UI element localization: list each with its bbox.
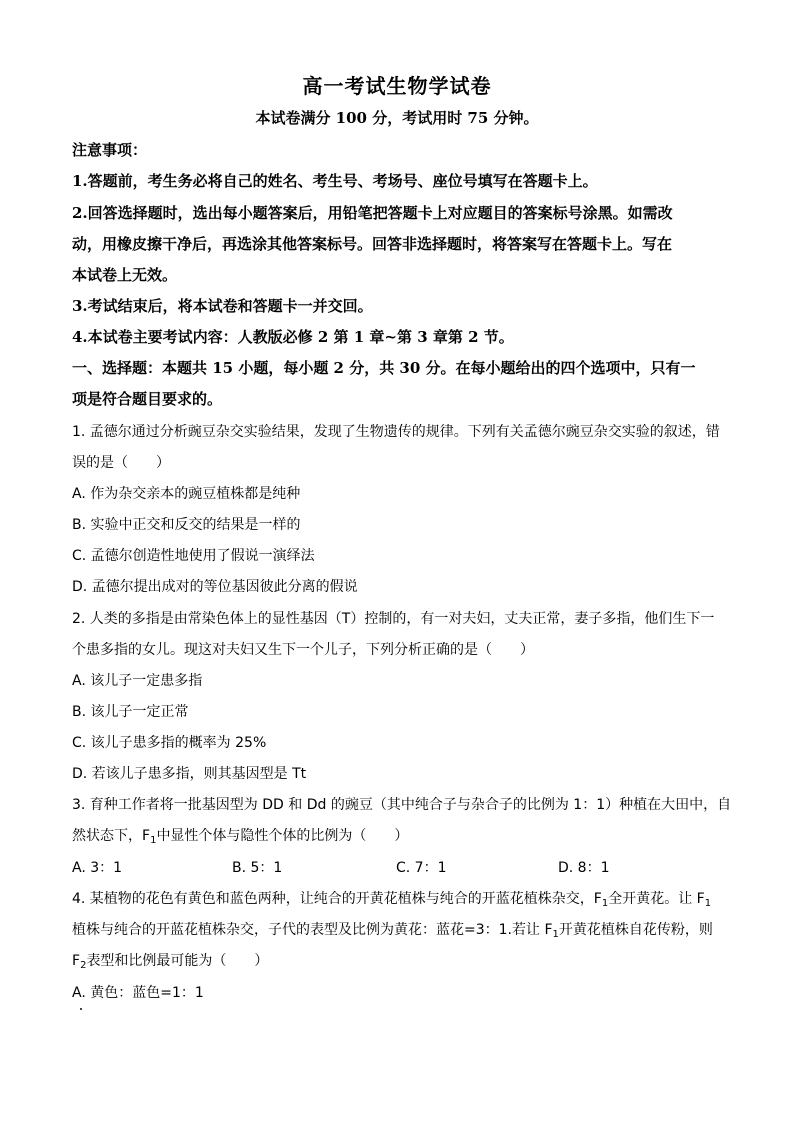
- q4-stem-line-2: 植株与纯合的开蓝花植株杂交，子代的表型及比例为黄花：蓝花=3：1.若让 $F_1$开黄花植株自花传粉，则: [72, 922, 713, 940]
- note-2-line-2: 动，用橡皮擦干净后，再选涂其他答案标号。回答非选择题时，将答案写在答题卡上。写在: [72, 235, 673, 253]
- q4-stem-line-1: 4. 某植物的花色有黄色和蓝色两种，让纯合的开黄花植株与纯合的开蓝花植株杂交，$F_1$全开黄花。让 $F_1$: [72, 891, 712, 909]
- q2-stem-line-2: 个患多指的女儿。现这对夫妇又生下一个儿子，下列分析正确的是（ ）: [72, 642, 534, 658]
- q2-option-a: A. 该儿子一定患多指: [72, 673, 203, 689]
- note-3: 3.考试结束后，将本试卷和答题卡一并交回。: [72, 297, 373, 315]
- note-4: 4.本试卷主要考试内容：人教版必修 2 第 1 章~第 3 章第 2 节。: [72, 328, 514, 346]
- q1-option-b: B. 实验中正交和反交的结果是一样的: [72, 517, 301, 533]
- q4-option-a: A. 黄色：蓝色=1：1: [72, 985, 204, 1001]
- q1-option-d: D. 孟德尔提出成对的等位基因彼此分离的假说: [72, 579, 358, 595]
- note-1: 1.答题前，考生务必将自己的姓名、考生号、考场号、座位号填写在答题卡上。: [72, 172, 598, 190]
- stray-mark: [80, 1008, 82, 1010]
- section-heading-line-1: 一、选择题：本题共 15 小题，每小题 2 分，共 30 分。在每小题给出的四个选项中，只有一: [72, 359, 696, 377]
- page-title: 高一考试生物学试卷: [302, 74, 492, 98]
- q1-option-a: A. 作为杂交亲本的豌豆植株都是纯种: [72, 486, 301, 502]
- q1-option-c: C. 孟德尔创造性地使用了假说一演绎法: [72, 548, 315, 564]
- q2-option-d: D. 若该儿子患多指，则其基因型是 Tt: [72, 766, 307, 782]
- q3-option-a: A. 3：1: [72, 860, 123, 876]
- q3-option-b: B. 5：1: [232, 860, 283, 876]
- q2-option-b: B. 该儿子一定正常: [72, 704, 189, 720]
- q3-stem-line-1: 3. 育种工作者将一批基因型为 DD 和 Dd 的豌豆（其中纯合子与杂合子的比例为 1：1）种植在大田中，自: [72, 797, 732, 813]
- q2-option-c: C. 该儿子患多指的概率为 25%: [72, 735, 267, 751]
- q3-option-c: C. 7：1: [396, 860, 447, 876]
- q1-stem-line-1: 1. 孟德尔通过分析豌豆杂交实验结果，发现了生物遗传的规律。下列有关孟德尔豌豆杂交实验的叙述，错: [72, 424, 720, 440]
- note-2-line-1: 2.回答选择题时，选出每小题答案后，用铅笔把答题卡上对应题目的答案标号涂黑。如需改: [72, 204, 673, 222]
- q3-stem-line-2: 然状态下，$F_1$中显性个体与隐性个体的比例为（ ）: [72, 828, 409, 846]
- q3-option-d: D. 8：1: [558, 860, 610, 876]
- note-2-line-3: 本试卷上无效。: [72, 266, 178, 284]
- page-subtitle: 本试卷满分 100 分，考试用时 75 分钟。: [255, 109, 539, 127]
- section-heading-line-2: 项是符合题目要求的。: [72, 390, 223, 408]
- q2-stem-line-1: 2. 人类的多指是由常染色体上的显性基因（T）控制的，有一对夫妇，丈夫正常，妻子多指，他们生下一: [72, 611, 715, 627]
- q4-stem-line-3: $F_2$表型和比例最可能为（ ）: [72, 953, 269, 971]
- q1-stem-line-2: 误的是（ ）: [72, 455, 170, 471]
- notes-header: 注意事项：: [72, 141, 148, 159]
